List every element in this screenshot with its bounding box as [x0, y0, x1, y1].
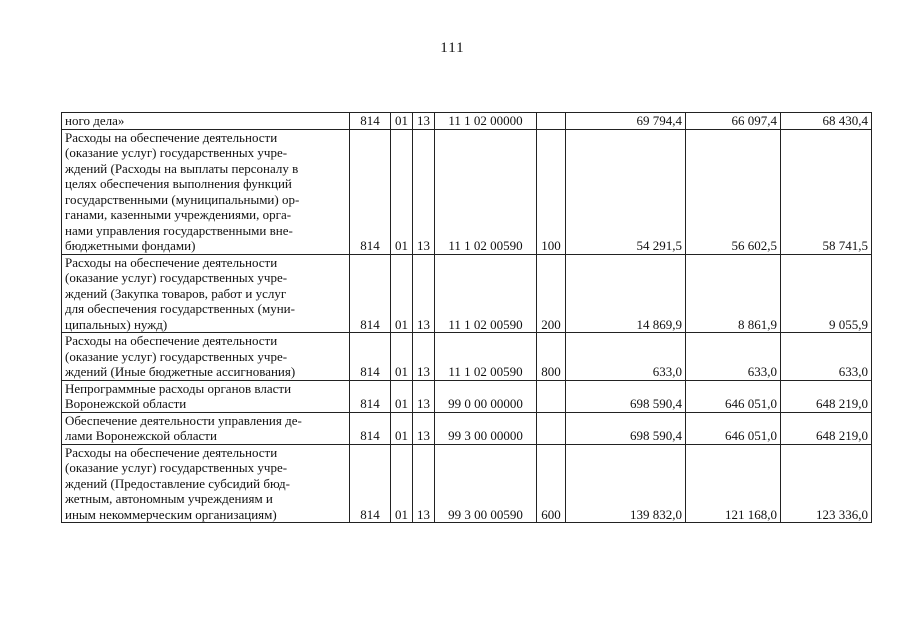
cell-sum-3: 68 430,4: [781, 113, 872, 130]
cell-pr: 13: [413, 113, 435, 130]
cell-vr: 200: [537, 254, 566, 333]
cell-rz: 01: [391, 254, 413, 333]
cell-csr: 99 3 00 00590: [435, 444, 537, 523]
cell-pr: 13: [413, 412, 435, 444]
cell-csr: 99 3 00 00000: [435, 412, 537, 444]
cell-sum-3: 633,0: [781, 333, 872, 381]
budget-table-body: [62, 113, 872, 523]
cell-sum-2: 646 051,0: [686, 412, 781, 444]
cell-sum-3: 648 219,0: [781, 380, 872, 412]
cell-ved: 814: [350, 254, 391, 333]
table-row: [62, 254, 872, 333]
cell-sum-3: 9 055,9: [781, 254, 872, 333]
cell-ved: 814: [350, 129, 391, 254]
cell-rz: 01: [391, 129, 413, 254]
cell-rz: 01: [391, 444, 413, 523]
table-row: [62, 113, 872, 130]
budget-table: [61, 112, 872, 523]
table-row: [62, 444, 872, 523]
cell-description: Расходы на обеспечение деятельности (оказание услуг) государственных учре- ждений (Закупка товаров, работ и услуг для обеспечения государственных (муни- ципальных) нужд): [62, 254, 350, 333]
cell-ved: 814: [350, 380, 391, 412]
cell-vr: [537, 113, 566, 130]
cell-sum-1: 54 291,5: [566, 129, 686, 254]
cell-csr: 99 0 00 00000: [435, 380, 537, 412]
cell-description: Расходы на обеспечение деятельности (оказание услуг) государственных учре- ждений (Иные бюджетные ассигнования): [62, 333, 350, 381]
cell-sum-1: 14 869,9: [566, 254, 686, 333]
cell-rz: 01: [391, 380, 413, 412]
cell-ved: 814: [350, 113, 391, 130]
cell-description: Расходы на обеспечение деятельности (оказание услуг) государственных учре- ждений (Предоставление субсидий бюд- жетным, автономным учреждениям и иным некоммерческим организациям): [62, 444, 350, 523]
cell-vr: [537, 412, 566, 444]
cell-description: ного дела»: [62, 113, 350, 130]
cell-sum-2: 56 602,5: [686, 129, 781, 254]
cell-pr: 13: [413, 129, 435, 254]
cell-ved: 814: [350, 444, 391, 523]
cell-csr: 11 1 02 00590: [435, 333, 537, 381]
cell-ved: 814: [350, 333, 391, 381]
cell-description: Непрограммные расходы органов власти Воронежской области: [62, 380, 350, 412]
cell-sum-1: 633,0: [566, 333, 686, 381]
page-number: 111: [440, 40, 465, 56]
cell-vr: [537, 380, 566, 412]
cell-vr: 800: [537, 333, 566, 381]
cell-rz: 01: [391, 333, 413, 381]
table-row: [62, 380, 872, 412]
cell-rz: 01: [391, 113, 413, 130]
cell-description: Обеспечение деятельности управления де- лами Воронежской области: [62, 412, 350, 444]
cell-ved: 814: [350, 412, 391, 444]
cell-description: Расходы на обеспечение деятельности (оказание услуг) государственных учре- ждений (Расходы на выплаты персоналу в целях обеспечения выполнения функций государственными (муниципальными) ор- ганами, казенными учреждениями, орга- нами управления государственными вне- бюджетными фондами): [62, 129, 350, 254]
cell-sum-1: 698 590,4: [566, 412, 686, 444]
table-row: [62, 129, 872, 254]
cell-sum-3: 58 741,5: [781, 129, 872, 254]
table-row: [62, 412, 872, 444]
cell-sum-3: 648 219,0: [781, 412, 872, 444]
cell-sum-3: 123 336,0: [781, 444, 872, 523]
cell-sum-2: 66 097,4: [686, 113, 781, 130]
cell-sum-1: 139 832,0: [566, 444, 686, 523]
table-row: [62, 333, 872, 381]
cell-vr: 600: [537, 444, 566, 523]
cell-sum-1: 69 794,4: [566, 113, 686, 130]
cell-pr: 13: [413, 333, 435, 381]
cell-rz: 01: [391, 412, 413, 444]
cell-pr: 13: [413, 444, 435, 523]
cell-sum-1: 698 590,4: [566, 380, 686, 412]
cell-pr: 13: [413, 254, 435, 333]
cell-sum-2: 633,0: [686, 333, 781, 381]
cell-csr: 11 1 02 00000: [435, 113, 537, 130]
cell-sum-2: 8 861,9: [686, 254, 781, 333]
cell-sum-2: 646 051,0: [686, 380, 781, 412]
cell-csr: 11 1 02 00590: [435, 129, 537, 254]
cell-pr: 13: [413, 380, 435, 412]
cell-vr: 100: [537, 129, 566, 254]
cell-csr: 11 1 02 00590: [435, 254, 537, 333]
cell-sum-2: 121 168,0: [686, 444, 781, 523]
